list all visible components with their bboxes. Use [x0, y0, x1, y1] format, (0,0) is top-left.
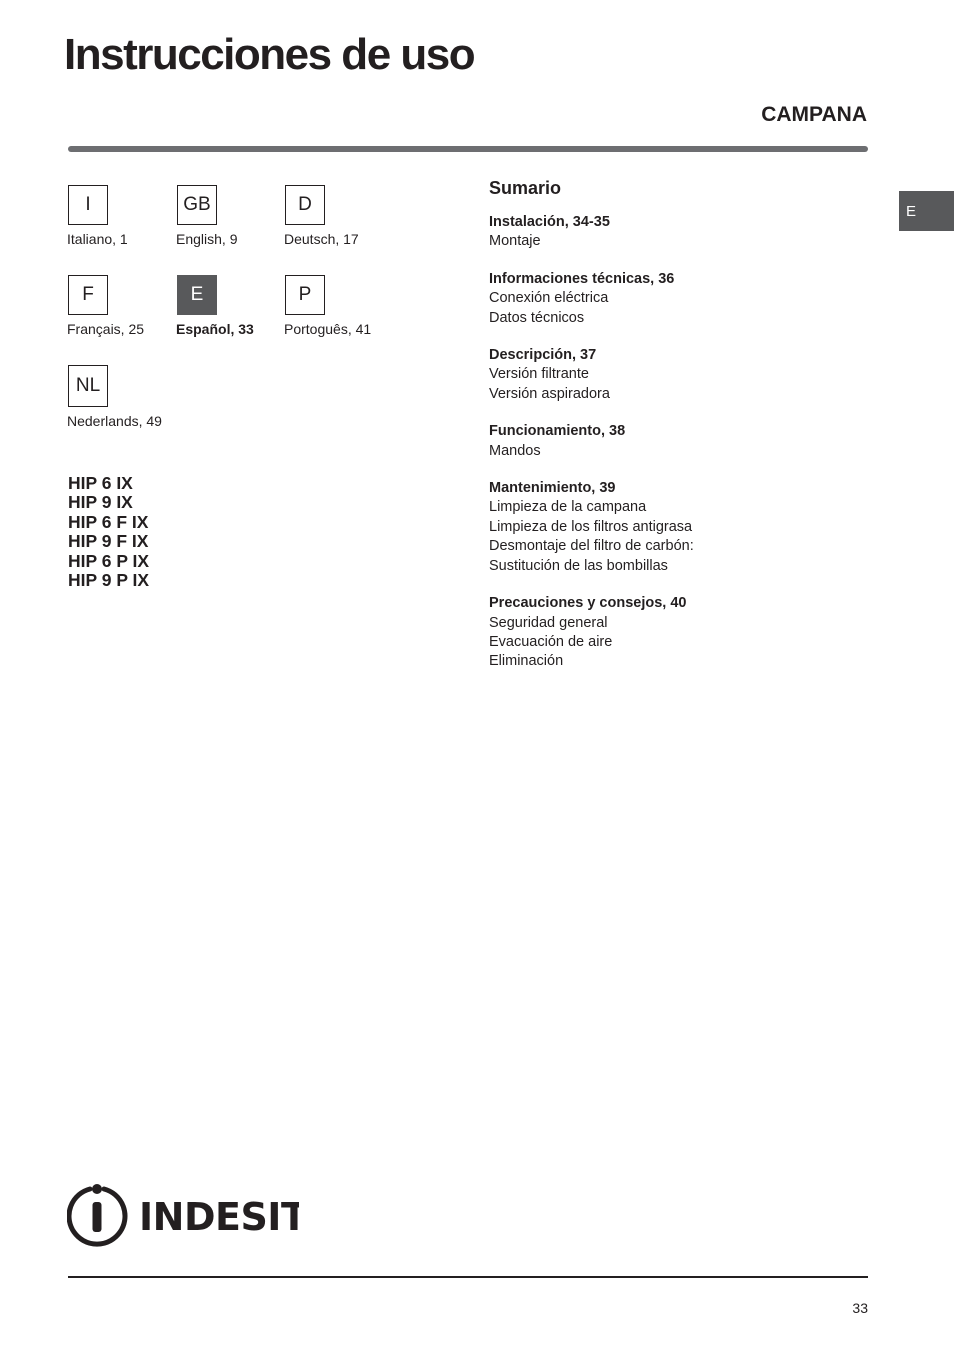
toc-item[interactable]: Montaje: [489, 233, 541, 250]
toc-section-informaciones: [489, 270, 869, 328]
toc-item[interactable]: Sustitución de las bombillas: [489, 557, 668, 574]
language-label: Nederlands, 49: [67, 413, 162, 429]
toc-section-heading[interactable]: Mantenimiento, 39: [489, 480, 616, 497]
language-italiano[interactable]: [68, 185, 128, 247]
toc-section-heading[interactable]: Instalación, 34-35: [489, 214, 610, 230]
language-label: Français, 25: [67, 321, 145, 337]
toc-section-heading[interactable]: Informaciones técnicas, 36: [489, 270, 675, 287]
language-code-box: I: [68, 185, 108, 225]
model-list: [68, 474, 149, 590]
toc-item[interactable]: Evacuación de aire: [489, 633, 613, 650]
toc-item[interactable]: Limpieza de los filtros antigrasa: [489, 518, 693, 535]
toc-item[interactable]: Limpieza de la campana: [489, 499, 647, 516]
indesit-logo: [67, 1180, 299, 1253]
toc-section-descripcion: [489, 346, 869, 404]
model-name: HIP 6 P IX: [68, 550, 150, 571]
model-name: HIP 9 IX: [68, 492, 133, 513]
language-code-box: GB: [177, 185, 217, 225]
toc-section-precauciones: [489, 594, 869, 672]
language-code-box: P: [285, 275, 325, 315]
model-name: HIP 9 P IX: [68, 570, 150, 591]
toc-section-heading[interactable]: Descripción, 37: [489, 347, 597, 364]
indesit-logo-icon: [67, 1180, 299, 1248]
toc-item[interactable]: Versión filtrante: [489, 366, 589, 383]
language-code-box: NL: [68, 365, 108, 407]
language-label: Portoguês, 41: [284, 321, 372, 337]
table-of-contents: [489, 178, 869, 690]
product-name: CAMPANA: [761, 103, 867, 126]
top-divider: [68, 146, 868, 152]
language-espanol[interactable]: [177, 275, 254, 337]
language-code-box: D: [285, 185, 325, 225]
language-code-box-active: E: [177, 275, 217, 315]
page-number: 33: [852, 1300, 868, 1316]
language-label-active: Español, 33: [176, 321, 254, 337]
toc-section-instalacion: [489, 213, 869, 252]
model-name: HIP 9 F IX: [68, 531, 149, 552]
toc-item[interactable]: Conexión eléctrica: [489, 290, 609, 307]
toc-item[interactable]: Desmontaje del filtro de carbón:: [489, 538, 694, 555]
bottom-divider: [68, 1276, 868, 1278]
language-portugues[interactable]: [285, 275, 371, 337]
model-name: HIP 6 F IX: [68, 511, 149, 532]
toc-section-heading[interactable]: Precauciones y consejos, 40: [489, 595, 687, 612]
toc-section-funcionamiento: [489, 422, 869, 461]
toc-item[interactable]: Mandos: [489, 442, 541, 459]
language-label: Deutsch, 17: [284, 231, 359, 247]
language-english[interactable]: [177, 185, 237, 247]
model-name: HIP 6 IX: [68, 473, 133, 493]
toc-item[interactable]: Datos técnicos: [489, 309, 585, 326]
language-nederlands[interactable]: [68, 365, 162, 429]
brand-wordmark: INDESIT: [139, 1195, 299, 1239]
toc-item[interactable]: Seguridad general: [489, 614, 608, 631]
toc-item[interactable]: Versión aspiradora: [489, 385, 610, 402]
language-label: Italiano, 1: [67, 231, 128, 247]
language-code-box: F: [68, 275, 108, 315]
language-francais[interactable]: [68, 275, 144, 337]
toc-section-heading[interactable]: Funcionamiento, 38: [489, 423, 626, 440]
toc-title: Sumario: [489, 178, 562, 198]
language-label: English, 9: [176, 231, 238, 247]
language-deutsch[interactable]: [285, 185, 359, 247]
toc-item[interactable]: Eliminación: [489, 653, 564, 670]
side-language-tab: E: [899, 191, 954, 231]
toc-section-mantenimiento: [489, 479, 869, 576]
page-title: Instrucciones de uso: [64, 30, 475, 79]
